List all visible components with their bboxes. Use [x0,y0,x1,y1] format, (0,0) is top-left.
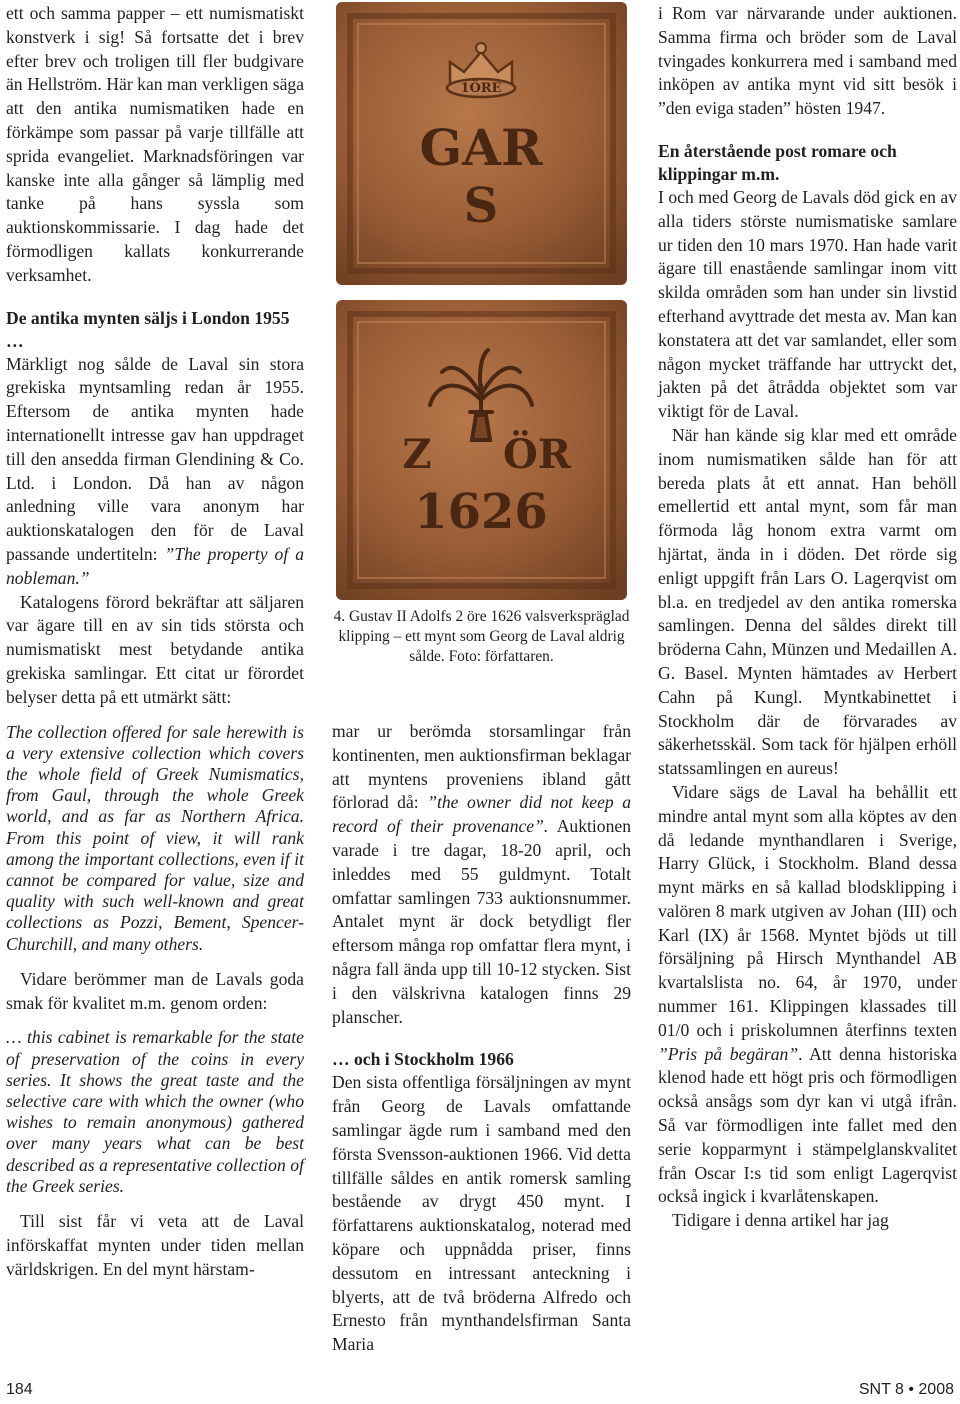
paragraph: Katalogens förord bekräftar att säljaren var ägare till en av sin tids största och numismatiskt mest betydande antika grekiska samlingar. Ett citat ur förordet belyser detta på ett utmärkt sätt: [6,591,304,707]
inline-quote: ”Pris på begäran” [658,1043,799,1064]
paragraph: Till sist får vi veta att de Laval införskaffat mynten under tiden mellan världskrigen. En del mynt härstam- [6,1210,304,1279]
coin-text: ÖR [502,431,572,478]
journal-issue: SNT 8 • 2008 [858,1381,954,1398]
paragraph-text: mar ur berömda storsamlingar från kontinenten, men auktionsfirman beklagar att myntens proveniens ibland gått förlorad då: [332,721,631,813]
section-heading-stockholm: … och i Stockholm 1966 [332,1049,514,1070]
inline-quote: ”the owner did not keep a record of their provenance”. [332,792,631,837]
paragraph: När han kände sig klar med ett område inom numismatiken sålde han för att bereda plats åt ett annat. Han behöll emellertid ett antal mynt, som får man förmoda låg honom extra varmt om hjärtat, ända in i döden. Det rörde sig enligt uppgift från Lars O. Lagerqvist om bl.a. en tredjedel av den antika romerska samlingen. Denna del såldes direkt till bröderna Cahn, Münzen und Medaillen A. G. Basel. Mynten hämtades av Herbert Cahn på Kungl. Myntkabinettet i Stockholm där de förvarades av säkerhetsskäl. Som tack för hjälpen erhöll statssamlingen en aureus! [658,424,957,779]
coin-text: S [463,178,499,234]
paragraph [332,720,631,1029]
paragraph [658,781,957,1209]
paragraph: i Rom var närvarande under auktionen. Samma firma och bröder som de Laval tvingades konkurrera med i samband med inköpen av antika mynt vid sitt besök i ”den eviga staden” hösten 1947. [658,3,957,119]
column-middle [332,720,631,1357]
coin-image [332,0,631,603]
paragraph-text: . Att denna historiska klenod hade ett högt pris och förmodligen också ansågs som dyr kan vi utgå ifrån. Så var förmodligen inte fallet med den serie kopparmynt i stämpelglanskvalitet från Oscar I:s tid som enligt Lagerqvist också ingick i kvarlåtenskapen. [658,1043,958,1207]
page-number: 184 [6,1381,33,1398]
paragraph-text: Auktionen varade i tre dagar, 18-20 april, och inleddes med 55 guldmynt. Totalt omfattar samlingen 733 auktionsnummer. Antalet mynt är dock betydligt fler eftersom många rop omfattar flera mynt, i några fall ända upp till 10-12 stycken. Sist i den välskrivna katalogen finns 29 planscher. [332,816,631,1027]
subtitle-quote: ”The property of a nobleman.” [6,543,304,588]
section-heading-london: De antika mynten säljs i London 1955 … [6,307,290,351]
paragraph-text: Vidare sägs de Laval ha behållit ett mindre antal mynt som alla köptes av den då ledande mynthandlaren i Sverige, Harry Glück, i Stockholm. Bland dessa mynt märks en så kallad blodsklipping i valören 8 mark utgiven av Johan (III) och Karl (IX) år 1568. Myntet bjöds ut till försäljning på Hirsch Mynthandel AB kvartalslista no. 64, år 1970, under nummer 161. Klippingen klassades till 01/0 och i priskolumnen återfinns texten [658,781,957,1040]
coin-text: 1626 [414,484,548,540]
figure-caption: 4. Gustav II Adolfs 2 öre 1626 valsverkspräglad klipping – ett mynt som Georg de Laval aldrig sålde. Foto: författaren. [333,608,630,665]
coin-text: 1ÖRE [460,81,502,96]
coin-text: Z [402,431,432,478]
block-quote: … this cabinet is remarkable for the state of preservation of the coins in every series. It shows the great taste and the selective care with which the owner (who wishes to remain anonymous) gathered over many years what can be best described as a representative collection of the Greek series. [6,1027,304,1196]
column-right [658,2,957,1233]
paragraph: Tidigare i denna artikel har jag [672,1210,889,1231]
paragraph: Den sista offentliga försäljningen av mynt från Georg de Lavals omfattande samlingar ägde rum i samband med den första Svensson-auktionen 1966. Vid detta tillfälle såldes en antik romersk samling bestående av drygt 450 mynt. I författarens auktionskatalog, noterad med köpare och uppnådda priser, finns dessutom en intressant anteckning i blyerts, att de två bröderna Alfredo och Ernesto från mynthandelsfirman Santa Maria [332,1072,631,1355]
block-quote: The collection offered for sale herewith is a very extensive collection which covers the whole field of Greek Numismatics, from Gaul, through the whole Greek world, and as far as Northern Africa. From this point of view, it will rank among the important collections, even if it cannot be compared for value, size and quality with such well-known and great collections as Pozzi, Bement, Spencer-Churchill, and many others. [6,721,304,954]
coin-text: GAR [419,118,543,177]
column-left [6,2,304,1281]
paragraph: Vidare berömmer man de Lavals goda smak för kvalitet m.m. genom orden: [6,968,304,1013]
coin-reverse [336,300,627,600]
coin-photo [332,0,631,603]
paragraph: I och med Georg de Lavals död gick en av alla tiders störste numismatiske samlare ur tiden den 10 mars 1970. Han hade varit ägare till enastående samlingar inom vitt skilda områden som han under sin livstid efterhand avyttrade det mesta av. Man kan konstatera att det var samlandet, eller som någon mycket träffande har uttryckt det, jakten på det åtrådda objektet som var viktigt för de Laval. [658,186,957,422]
paragraph-text: Märkligt nog sålde de Laval sin stora grekiska myntsamling redan år 1955. Eftersom de antika mynten hade internationellt intresse gav han uppdraget till den ansedda firman Glendining & Co. Ltd. i London. Då han av någon anledning ville vara anonym har auktionskatalogen den för de Laval passande undertiteln: [6,353,304,564]
paragraph [6,353,304,591]
section-heading-remaining: En återstående post romare och klippingar m.m. [658,140,897,184]
paragraph: ett och samma papper – ett numismatiskt konstverk i sig! Så fortsatte det i brev efter brev och troligen till fler budgivare än Hellström. Här kan man verkligen säga att den antika numismatiken hade en förkämpe som passar på varje tillfälle att sprida evangeliet. Marknadsföringen var kanske inte alla gånger så lämplig med tanke på hans syssla som auktionskommissarie. I dag hade det förmodligen kallats konkurrerande verksamhet. [6,3,304,285]
